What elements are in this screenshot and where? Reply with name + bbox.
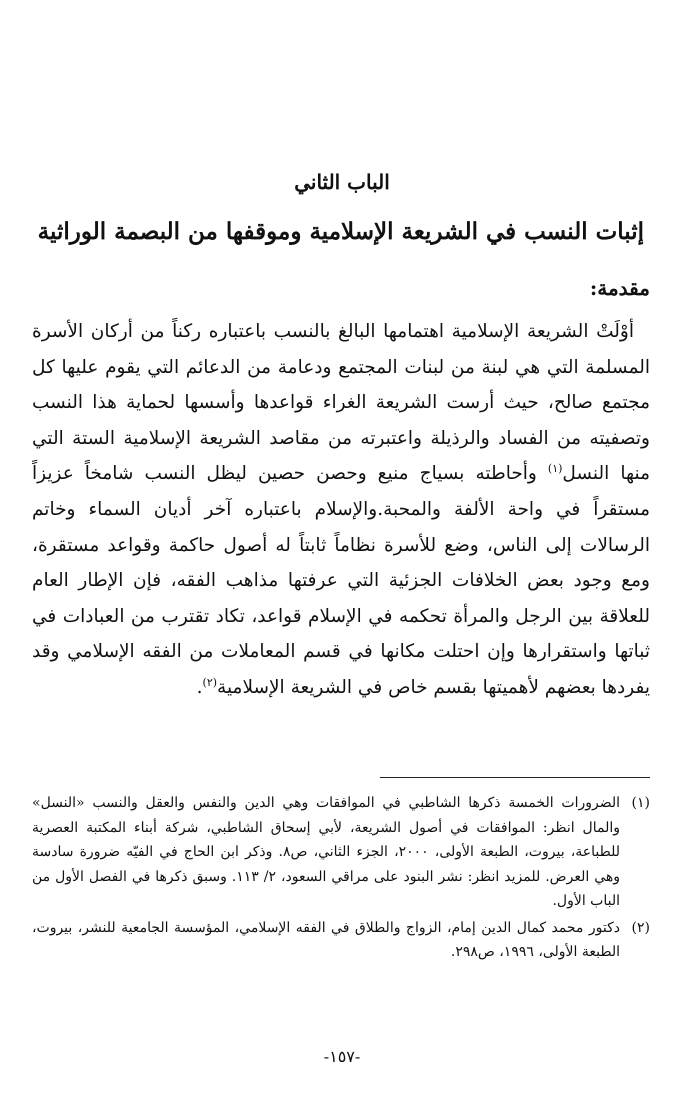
footnote-separator [380, 777, 650, 778]
footnote-marker-2: (٢) [202, 675, 218, 689]
body-text [32, 314, 650, 706]
footnote-marker-1: (١) [547, 462, 563, 476]
chapter-label: الباب الثاني [294, 170, 390, 194]
footnote-2 [32, 916, 650, 965]
footnote-number: (١) [631, 795, 650, 811]
body-text-part-3: . [196, 676, 203, 698]
body-text-part-2: وأحاطته بسياج منيع وحصن حصين ليظل النسب شامخاً عزيزاً مستقراً في واحة الألفة والمحبة.والإسلام باعتباره آخر أديان السماء وخاتم الرسالات إلى الناس، وضع للأسرة نظاماً ثابتاً له أصول حاكمة وقواعد مستقرة، ومع وجود بعض الخلافات الجزئية التي عرفتها مذاهب الفقه، فإن الإطار العام للعلاقة بين الرجل والمرأة تحكمه في الإسلام قواعد، تكاد تقترب من العبادات في ثباتها واستقرارها وإن احتلت مكانها في قسم المعاملات من الفقه الإسلامي وقد يفردها بعضهم لأهميتها بقسم خاص في الشريعة الإسلامية [32, 463, 650, 698]
footnote-1 [32, 791, 650, 914]
section-heading: مقدمة: [589, 276, 650, 300]
page-number: -١٥٧- [323, 1047, 361, 1066]
footnote-text: الضرورات الخمسة ذكرها الشاطبي في الموافقات وهي الدين والنفس والعقل والنسب «النسل» والمال انظر: الموافقات في أصول الشريعة، لأبي إسحاق الشاطبي، شركة أبناء المكتبة العصرية للطباعة، بيروت، الطبعة الأولى، ٢٠٠٠، الجزء الثاني، ص٨. وذكر ابن الحاج في الفيّه ضرورة سادسة وهي العرض. للمزيد انظر: نشر البنود على مراقي السعود، ٢/ ١١٣. وسبق ذكرها في الفصل الأول من الباب الأول. [32, 795, 621, 909]
chapter-title: إثبات النسب في الشريعة الإسلامية وموقفها من البصمة الوراثية [37, 218, 644, 245]
footnotes [32, 791, 650, 967]
body-paragraph [32, 314, 650, 706]
footnote-number: (٢) [631, 919, 650, 936]
footnote-text: دكتور محمد كمال الدين إمام، الزواج والطلاق في الفقه الإسلامي، المؤسسة الجامعية للنشر، بيروت، الطبعة الأولى، ١٩٩٦، ص٢٩٨. [32, 919, 620, 960]
body-text-part-1: أوْلَتْ الشريعة الإسلامية اهتمامها البالغ بالنسب باعتباره ركناً من أركان الأسرة المسلمة التي هي لبنة من لبنات المجتمع ودعامة من الدعائم التي يقوم عليها كل مجتمع صالح، حيث أرست الشريعة الغراء قواعدها وأسسها لحماية هذا النسب وتصفيته من الفساد والرذيلة واعتبرته من مقاصد الشريعة الإسلامية الستة التي منها النسل [32, 321, 650, 485]
